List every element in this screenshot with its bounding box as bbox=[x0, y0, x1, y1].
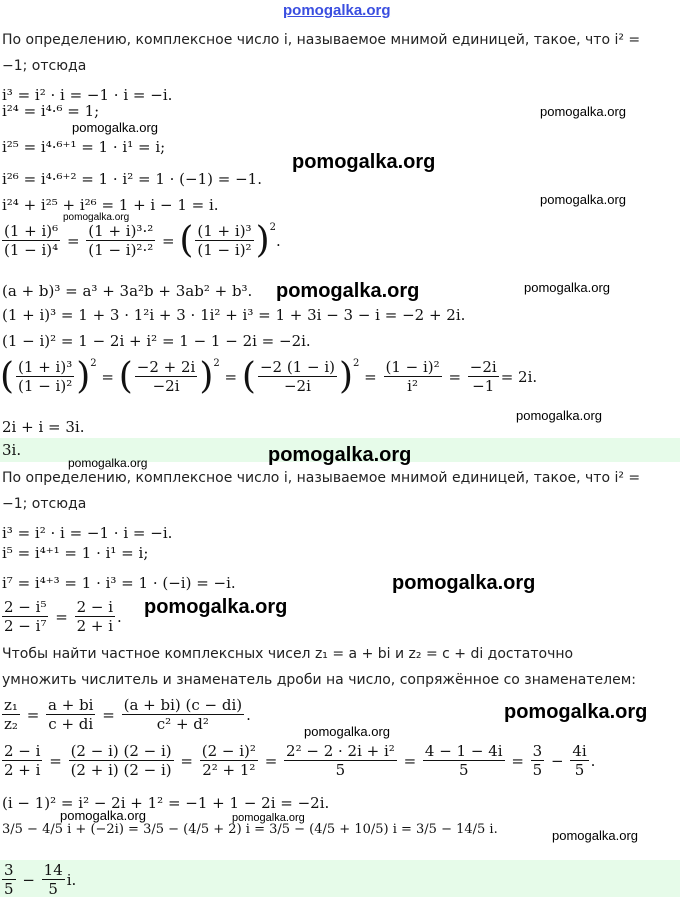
equation-line: (i − 1)² = i² − 2i + 1² = −1 + 1 − 2i = −2i. bbox=[2, 794, 330, 812]
intro-text-cont: −1; отсюда bbox=[2, 58, 87, 74]
equation-line: (1 − i)² = 1 − 2i + i² = 1 − 1 − 2i = −2i. bbox=[2, 332, 311, 350]
fraction: $\frac{(2 - i) (2 - i)}{(2 + i) (2 - i)}$ bbox=[70, 742, 172, 779]
fraction: $\frac{\text{z₁}}{\text{z₂}}$ bbox=[4, 696, 18, 733]
equation-line: i²⁴ + i²⁵ + i²⁶ = 1 + i − 1 = i. bbox=[2, 196, 219, 214]
fraction: $\frac{\text{(1 − i)²}}{\text{i²}}$ bbox=[385, 358, 440, 395]
watermark: pomogalka.org bbox=[540, 192, 626, 207]
fraction: $\frac{3}{5}$ bbox=[4, 861, 14, 898]
watermark: pomogalka.org bbox=[304, 724, 390, 739]
equation-line: i⁵ = i⁴⁺¹ = 1 · i¹ = i; bbox=[2, 544, 149, 562]
fraction: $\frac{\text{2 − i⁵}}{\text{2 − i⁷}}$ bbox=[4, 598, 47, 635]
fraction: $\frac{\text{(2 − i)²}}{\text{2² + 1²}}$ bbox=[201, 742, 256, 779]
watermark: pomogalka.org bbox=[72, 120, 158, 135]
equation-line: 3/5 − 4/5 i + (−2i) = 3/5 − (4/5 + 2) i = 3/5 − (4/5 + 10/5) i = 3/5 − 14/5 i. bbox=[2, 822, 498, 837]
fraction: $\frac{\text{(1 + i)³·²}}{\text{(1 − i)²·²}}$ bbox=[88, 222, 154, 259]
instruction-text: Чтобы найти частное комплексных чисел z₁ = a + bi и z₂ = c + di достаточно bbox=[2, 646, 574, 662]
watermark: pomogalka.org bbox=[524, 280, 610, 295]
answer: 3i. bbox=[2, 441, 22, 459]
watermark: pomogalka.org bbox=[516, 408, 602, 423]
intro-text: По определению, комплексное число i, называемое мнимой единицей, такое, что i² = bbox=[2, 470, 641, 486]
fraction: $\frac{\text{2² − 2 · 2i + i²}}{5}$ bbox=[286, 742, 395, 779]
watermark: pomogalka.org bbox=[552, 828, 638, 843]
equation-line: i²⁴ = i⁴·⁶ = 1; bbox=[2, 102, 100, 120]
fraction: $\frac{4i}{5}$ bbox=[572, 742, 587, 779]
watermark: pomogalka.org bbox=[68, 456, 148, 470]
fraction: $\frac{2 - i}{2 + i}$ bbox=[4, 742, 41, 779]
fraction: $\frac{(a + bi) (c - di)}{\text{c² + d²}}$ bbox=[123, 696, 243, 733]
fraction-equation: ( $\frac{\text{(1 + i)³}}{\text{(1 − i)²}}$ ) $^2$ = ( $\frac{-2 + 2i}{-2i}$ ) $^2$ = ( $\frac{-2 (1 - i)}{-2i}$ ) $^2$ = $\frac{\text{(1 − i)²}}{\text{i²}}$ = $\frac{-2i}{-1}$ = 2i. bbox=[0, 355, 538, 397]
equation-line: 2i + i = 3i. bbox=[2, 418, 85, 436]
fraction-equation: $\frac{2 - i}{2 + i}$ = $\frac{(2 - i) (2 - i)}{(2 + i) (2 - i)}$ = $\frac{\text{(2 − i)²}}{\text{2² + 1²}}$ = $\frac{\text{2² − 2 · 2i + i²}}{5}$ = $\frac{4 - 1 - 4i}{5}$ = $\frac{3}{5}$ − $\frac{4i}{5}$ . bbox=[4, 742, 596, 779]
site-link[interactable]: pomogalka.org bbox=[283, 2, 391, 19]
equation-line: i²⁵ = i⁴·⁶⁺¹ = 1 · i¹ = i; bbox=[2, 138, 166, 156]
fraction: $\frac{a + bi}{c + di}$ bbox=[48, 696, 94, 733]
fraction: $\frac{14}{5}$ bbox=[43, 861, 63, 898]
watermark: pomogalka.org bbox=[504, 701, 648, 723]
fraction: $\frac{-2i}{-1}$ bbox=[469, 358, 497, 395]
watermark: pomogalka.org bbox=[540, 104, 626, 119]
fraction: $\frac{-2 (1 - i)}{-2i}$ bbox=[259, 358, 335, 395]
watermark: pomogalka.org bbox=[60, 808, 146, 823]
fraction: $\frac{\text{(1 + i)³}}{\text{(1 − i)²}}$ bbox=[18, 358, 73, 395]
fraction: $\frac{3}{5}$ bbox=[532, 742, 543, 779]
equation-line: i³ = i² · i = −1 · i = −i. bbox=[2, 86, 173, 104]
equation-line: i⁷ = i⁴⁺³ = 1 · i³ = 1 · (−i) = −i. bbox=[2, 574, 236, 592]
instruction-text: умножить числитель и знаменатель дроби на число, сопряжённое со знаменателем: bbox=[2, 672, 636, 688]
watermark: pomogalka.org bbox=[144, 596, 288, 618]
watermark: pomogalka.org bbox=[232, 812, 305, 824]
fraction: $\frac{-2 + 2i}{-2i}$ bbox=[136, 358, 196, 395]
watermark: pomogalka.org bbox=[392, 572, 536, 594]
watermark: pomogalka.org bbox=[268, 444, 412, 466]
fraction: $\frac{\text{(1 + i)⁶}}{\text{(1 − i)⁴}}$ bbox=[4, 222, 59, 259]
equation-line: i³ = i² · i = −1 · i = −i. bbox=[2, 524, 173, 542]
equation-line: (a + b)³ = a³ + 3a²b + 3ab² + b³. bbox=[2, 282, 253, 300]
fraction: $\frac{2 - i}{2 + i}$ bbox=[76, 598, 114, 635]
intro-text-cont: −1; отсюда bbox=[2, 496, 87, 512]
equation-line: (1 + i)³ = 1 + 3 · 1²i + 3 · 1i² + i³ = 1 + 3i − 3 − i = −2 + 2i. bbox=[2, 306, 466, 324]
fraction-equation: $\frac{\text{z₁}}{\text{z₂}}$ = $\frac{a + bi}{c + di}$ = $\frac{(a + bi) (c - di)}{\text{c² + d²}}$ . bbox=[4, 696, 251, 733]
watermark: pomogalka.org bbox=[292, 151, 436, 173]
equation-line: i²⁶ = i⁴·⁶⁺² = 1 · i² = 1 · (−1) = −1. bbox=[2, 170, 262, 188]
fraction-equation: $\frac{\text{(1 + i)⁶}}{\text{(1 − i)⁴}}$ = $\frac{\text{(1 + i)³·²}}{\text{(1 − i)²·²}}$ = ( $\frac{\text{(1 + i)³}}{\text{(1 − i)²}}$ ) $^2$ . bbox=[4, 219, 281, 261]
watermark: pomogalka.org bbox=[276, 280, 420, 302]
fraction: $\frac{\text{(1 + i)³}}{\text{(1 − i)²}}$ bbox=[197, 222, 252, 259]
answer: $\frac{3}{5}$ − $\frac{14}{5}$ i. bbox=[4, 861, 77, 898]
intro-text: По определению, комплексное число i, называемое мнимой единицей, такое, что i² = bbox=[2, 32, 641, 48]
watermark: pomogalka.org bbox=[63, 212, 130, 223]
fraction: $\frac{4 - 1 - 4i}{5}$ bbox=[424, 742, 503, 779]
fraction-equation: $\frac{\text{2 − i⁵}}{\text{2 − i⁷}}$ = $\frac{2 - i}{2 + i}$ . bbox=[4, 598, 122, 635]
answer-box bbox=[0, 860, 680, 897]
